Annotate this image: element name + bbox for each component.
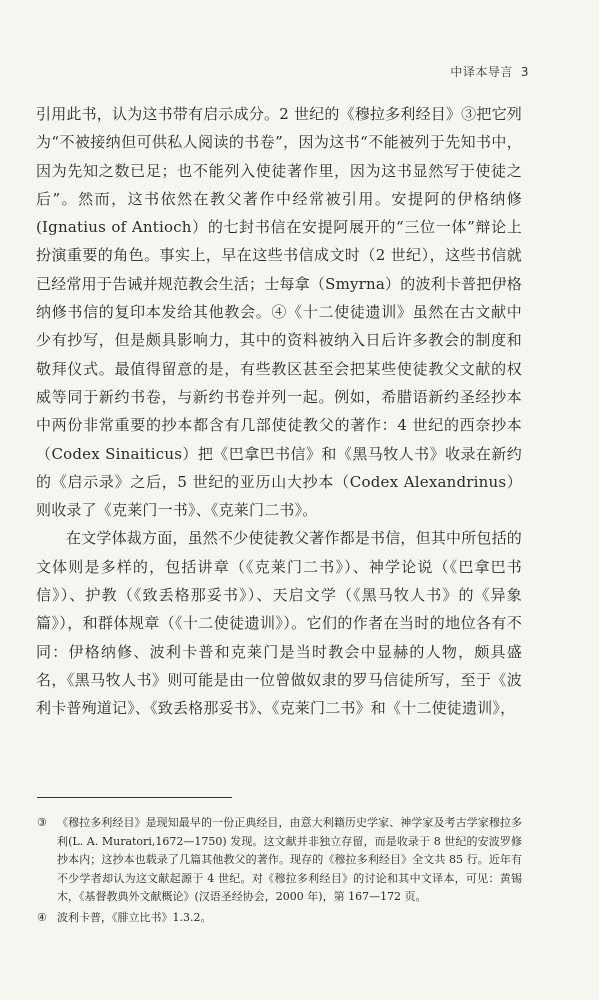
footnote-4 xyxy=(37,909,522,928)
main-text xyxy=(36,100,522,723)
footnote-3 xyxy=(37,814,522,907)
footnote-text: 《穆拉多利经目》是现知最早的一份正典经目，由意大利籍历史学家、神学家及考古学家穆拉多利(L. A. Muratori,1672—1750) 发现。这文献并非独立存留，而是收录于 8 世纪的安波罗修抄本内；这抄本也载录了几篇其他教父的著作。现存的《穆拉多利经目》全文共 85 行。近年有不少学者却认为这文献起源于 4 世纪。对《穆拉多利经目》的讨论和其中文译本，可见：黄锡木，《基督教典外文献概论》(汉语圣经协会，2000 年)，第 167—172 页。 xyxy=(57,816,522,903)
body-paragraph-1: 引用此书，认为这书带有启示成分。2 世纪的《穆拉多利经目》③把它列为“不被接纳但可供私人阅读的书卷”，因为这书“不能被列于先知书中，因为先知之数已足；也不能列入使徒著作里，因为这书显然写于使徒之后”。然而，这书依然在教父著作中经常被引用。安提阿的伊格纳修(Ignatius of Antioch）的七封书信在安提阿展开的“三位一体”辩论上扮演重要的角色。事实上，早在这些书信成文时（2 世纪），这些书信就已经常用于告诫并规范教会生活；士每拿（Smyrna）的波利卡普把伊格纳修书信的复印本发给其他教会。④《十二使徒遗训》虽然在古文献中少有抄写，但是颇具影响力，其中的资料被纳入日后许多教会的制度和敬拜仪式。最值得留意的是，有些教区甚至会把某些使徒教父文献的权威等同于新约书卷，与新约书卷并列一起。例如，希腊语新约圣经抄本中两份非常重要的抄本都含有几部使徒教父的著作：4 世纪的西奈抄本（Codex Sinaiticus）把《巴拿巴书信》和《黑马牧人书》收录在新约的《启示录》之后，5 世纪的亚历山大抄本（Codex Alexandrinus）则收录了《克莱门一书》、《克莱门二书》。 xyxy=(36,105,522,520)
footnote-marker: ④ xyxy=(37,910,47,924)
running-head xyxy=(450,63,529,80)
body-paragraph-2: 在文学体裁方面，虽然不少使徒教父著作都是书信，但其中所包括的文体则是多样的，包括讲章（《克莱门二书》）、神学论说（《巴拿巴书信》）、护教（《致丢格那妥书》）、天启文学（《黑马牧人书》的《异象篇》），和群体规章（《十二使徒遗训》）。它们的作者在当时的地位各有不同：伊格纳修、波利卡普和克莱门是当时教会中显赫的人物，颇具盛名，《黑马牧人书》则可能是由一位曾做奴隶的罗马信徒所写，至于《波利卡普殉道记》、《致丢格那妥书》、《克莱门二书》和《十二使徒遗训》， xyxy=(36,529,523,718)
running-title: 中译本导言 xyxy=(450,65,513,79)
footnote-text: 波利卡普，《腓立比书》1.3.2。 xyxy=(57,910,212,924)
footnote-marker: ③ xyxy=(37,816,47,829)
footnote-divider xyxy=(37,797,232,798)
page-number: 3 xyxy=(520,65,529,79)
footnotes xyxy=(37,814,522,929)
